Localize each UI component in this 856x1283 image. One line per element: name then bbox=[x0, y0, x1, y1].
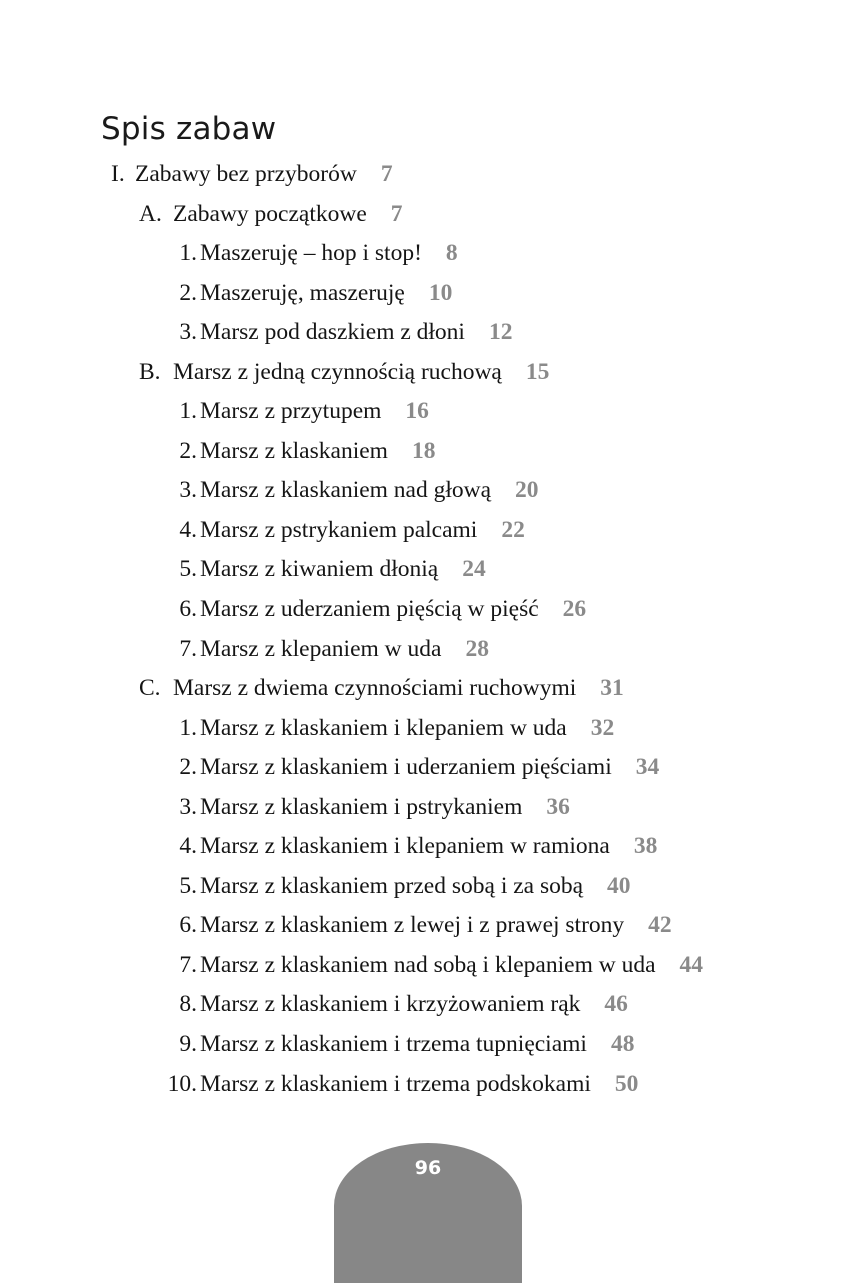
toc-entry-marker: 4. bbox=[179, 516, 197, 543]
toc-entry-page: 8 bbox=[445, 240, 458, 267]
toc-entry[interactable] bbox=[0, 234, 856, 274]
toc-entry-label bbox=[200, 274, 452, 314]
toc-entry-page: 22 bbox=[501, 516, 525, 543]
toc-entry-page: 7 bbox=[380, 161, 393, 187]
toc-entry[interactable] bbox=[0, 471, 856, 511]
toc-entry[interactable] bbox=[0, 630, 856, 670]
toc-entry-title: Marsz pod daszkiem z dłoni bbox=[200, 319, 465, 346]
toc-entry[interactable] bbox=[0, 669, 856, 709]
toc-entry-marker: 3. bbox=[179, 477, 197, 504]
toc-entry-marker: 2. bbox=[179, 437, 197, 464]
toc-entry[interactable] bbox=[0, 827, 856, 867]
toc-entry-title: Marsz z klaskaniem z lewej i z prawej strony bbox=[200, 912, 625, 939]
toc-entry[interactable] bbox=[0, 274, 856, 314]
toc-entry-marker: 1. bbox=[179, 240, 197, 267]
toc-entry-label bbox=[200, 630, 489, 670]
toc-entry[interactable] bbox=[0, 788, 856, 828]
toc-entry-title: Marsz z klaskaniem i uderzaniem pięściami bbox=[200, 754, 612, 781]
toc-entry-title: Maszeruję – hop i stop! bbox=[200, 240, 422, 267]
toc-entry-title: Marsz z przytupem bbox=[200, 398, 382, 425]
toc-entry[interactable] bbox=[0, 511, 856, 551]
toc-entry[interactable] bbox=[0, 906, 856, 946]
page-number: 96 bbox=[414, 1157, 442, 1179]
toc-entry-label bbox=[200, 590, 586, 630]
toc-entry-page: 15 bbox=[525, 358, 550, 385]
toc-entry-label bbox=[200, 867, 631, 907]
toc-entry-page: 36 bbox=[546, 793, 570, 820]
toc-entry-label bbox=[200, 511, 525, 551]
toc-entry-marker: 5. bbox=[179, 872, 197, 899]
toc-entry-label bbox=[173, 195, 403, 235]
toc-entry-title: Marsz z klepaniem w uda bbox=[200, 635, 442, 662]
toc-entry[interactable] bbox=[0, 432, 856, 472]
toc-entry-marker: 8. bbox=[179, 991, 197, 1018]
toc-entry[interactable] bbox=[0, 748, 856, 788]
toc-entry-label bbox=[173, 353, 549, 393]
toc-entry-marker: 3. bbox=[179, 319, 197, 346]
toc-entry-marker: C. bbox=[139, 675, 161, 702]
toc-entry-label bbox=[200, 946, 703, 986]
toc-entry-title: Marsz z uderzaniem pięścią w pięść bbox=[200, 596, 539, 623]
toc-entry-page: 40 bbox=[607, 872, 631, 899]
toc-entry-page: 38 bbox=[633, 833, 658, 860]
toc-entry-label bbox=[200, 827, 657, 867]
toc-entry-label bbox=[200, 788, 570, 828]
toc-entry-title: Marsz z klaskaniem i pstrykaniem bbox=[200, 793, 523, 820]
toc-entry-page: 7 bbox=[390, 200, 403, 227]
toc-entry-marker: 2. bbox=[179, 754, 197, 781]
table-of-contents bbox=[0, 155, 856, 1104]
toc-entry-page: 26 bbox=[562, 596, 587, 623]
toc-entry-marker: 1. bbox=[179, 398, 197, 425]
toc-entry-page: 28 bbox=[465, 635, 489, 662]
toc-entry[interactable] bbox=[0, 313, 856, 353]
toc-entry-title: Zabawy początkowe bbox=[173, 200, 367, 227]
toc-entry-page: 10 bbox=[428, 279, 453, 306]
toc-entry[interactable] bbox=[0, 353, 856, 393]
toc-entry-label bbox=[200, 709, 614, 749]
toc-entry-title: Marsz z klaskaniem i trzema podskokami bbox=[200, 1070, 591, 1097]
toc-entry-label bbox=[200, 985, 628, 1025]
toc-entry-marker: 10. bbox=[167, 1070, 197, 1097]
toc-entry-page: 24 bbox=[462, 556, 486, 583]
toc-entry-label bbox=[200, 906, 672, 946]
toc-entry[interactable] bbox=[0, 867, 856, 907]
toc-entry-title: Marsz z klaskaniem i klepaniem w ramiona bbox=[200, 833, 610, 860]
toc-entry-label bbox=[173, 669, 624, 709]
toc-entry[interactable] bbox=[0, 1025, 856, 1065]
toc-entry-label bbox=[200, 392, 429, 432]
toc-entry-marker: 3. bbox=[179, 793, 197, 820]
toc-entry[interactable] bbox=[0, 985, 856, 1025]
toc-entry-title: Marsz z kiwaniem dłonią bbox=[200, 556, 439, 583]
toc-entry-label bbox=[200, 1065, 638, 1105]
toc-entry-title: Marsz z klaskaniem nad głową bbox=[200, 477, 492, 504]
toc-entry-marker: 9. bbox=[179, 1031, 197, 1058]
toc-entry-title: Marsz z klaskaniem i krzyżowaniem rąk bbox=[200, 991, 581, 1018]
toc-entry[interactable] bbox=[0, 392, 856, 432]
page-number-tab bbox=[334, 1143, 522, 1283]
toc-entry-label bbox=[200, 550, 486, 590]
toc-entry-page: 12 bbox=[488, 319, 513, 346]
toc-entry-marker: 5. bbox=[179, 556, 197, 583]
page-title: Spis zabaw bbox=[101, 110, 277, 147]
toc-entry-label bbox=[200, 313, 512, 353]
toc-entry[interactable] bbox=[0, 709, 856, 749]
toc-entry-page: 31 bbox=[600, 675, 624, 702]
toc-entry-title: Maszeruję, maszeruję bbox=[200, 279, 405, 306]
toc-entry-title: Marsz z pstrykaniem palcami bbox=[200, 516, 478, 543]
toc-entry-marker: 2. bbox=[179, 279, 197, 306]
toc-entry-page: 50 bbox=[614, 1070, 639, 1097]
toc-entry-page: 46 bbox=[604, 991, 628, 1018]
toc-entry[interactable] bbox=[0, 590, 856, 630]
toc-entry-page: 32 bbox=[590, 714, 615, 741]
toc-entry-title: Zabawy bez przyborów bbox=[135, 161, 357, 187]
toc-entry-marker: B. bbox=[139, 358, 161, 385]
toc-entry-marker: 7. bbox=[179, 635, 197, 662]
toc-entry-page: 34 bbox=[635, 754, 660, 781]
toc-entry-label bbox=[135, 155, 393, 195]
toc-entry[interactable] bbox=[0, 1065, 856, 1105]
toc-entry-page: 48 bbox=[610, 1031, 635, 1058]
toc-entry-marker: 6. bbox=[179, 596, 197, 623]
toc-entry-label bbox=[200, 234, 458, 274]
toc-entry-marker: 6. bbox=[179, 912, 197, 939]
toc-entry-marker: 4. bbox=[179, 833, 197, 860]
toc-entry-page: 16 bbox=[405, 398, 429, 425]
toc-entry-label bbox=[200, 748, 659, 788]
toc-entry-label bbox=[200, 432, 435, 472]
toc-entry-page: 18 bbox=[411, 437, 436, 464]
toc-entry-title: Marsz z klaskaniem i klepaniem w uda bbox=[200, 714, 567, 741]
toc-entry[interactable] bbox=[0, 550, 856, 590]
toc-entry-page: 44 bbox=[679, 951, 703, 978]
toc-entry-marker: 1. bbox=[179, 714, 197, 741]
toc-entry[interactable] bbox=[0, 155, 856, 195]
toc-entry[interactable] bbox=[0, 946, 856, 986]
toc-entry-page: 42 bbox=[648, 912, 672, 939]
toc-entry-title: Marsz z jedną czynnością ruchową bbox=[173, 358, 502, 385]
toc-entry-title: Marsz z klaskaniem i trzema tupnięciami bbox=[200, 1031, 587, 1058]
toc-entry-page: 20 bbox=[515, 477, 539, 504]
toc-entry-marker: I. bbox=[111, 161, 125, 187]
toc-entry-title: Marsz z klaskaniem bbox=[200, 437, 388, 464]
toc-entry-marker: 7. bbox=[179, 951, 197, 978]
toc-entry-title: Marsz z dwiema czynnościami ruchowymi bbox=[173, 675, 577, 702]
toc-entry-label bbox=[200, 1025, 634, 1065]
toc-entry-title: Marsz z klaskaniem przed sobą i za sobą bbox=[200, 872, 584, 899]
toc-entry-label bbox=[200, 471, 539, 511]
toc-entry-title: Marsz z klaskaniem nad sobą i klepaniem w uda bbox=[200, 951, 656, 978]
toc-entry-marker: A. bbox=[139, 200, 162, 227]
toc-entry[interactable] bbox=[0, 195, 856, 235]
